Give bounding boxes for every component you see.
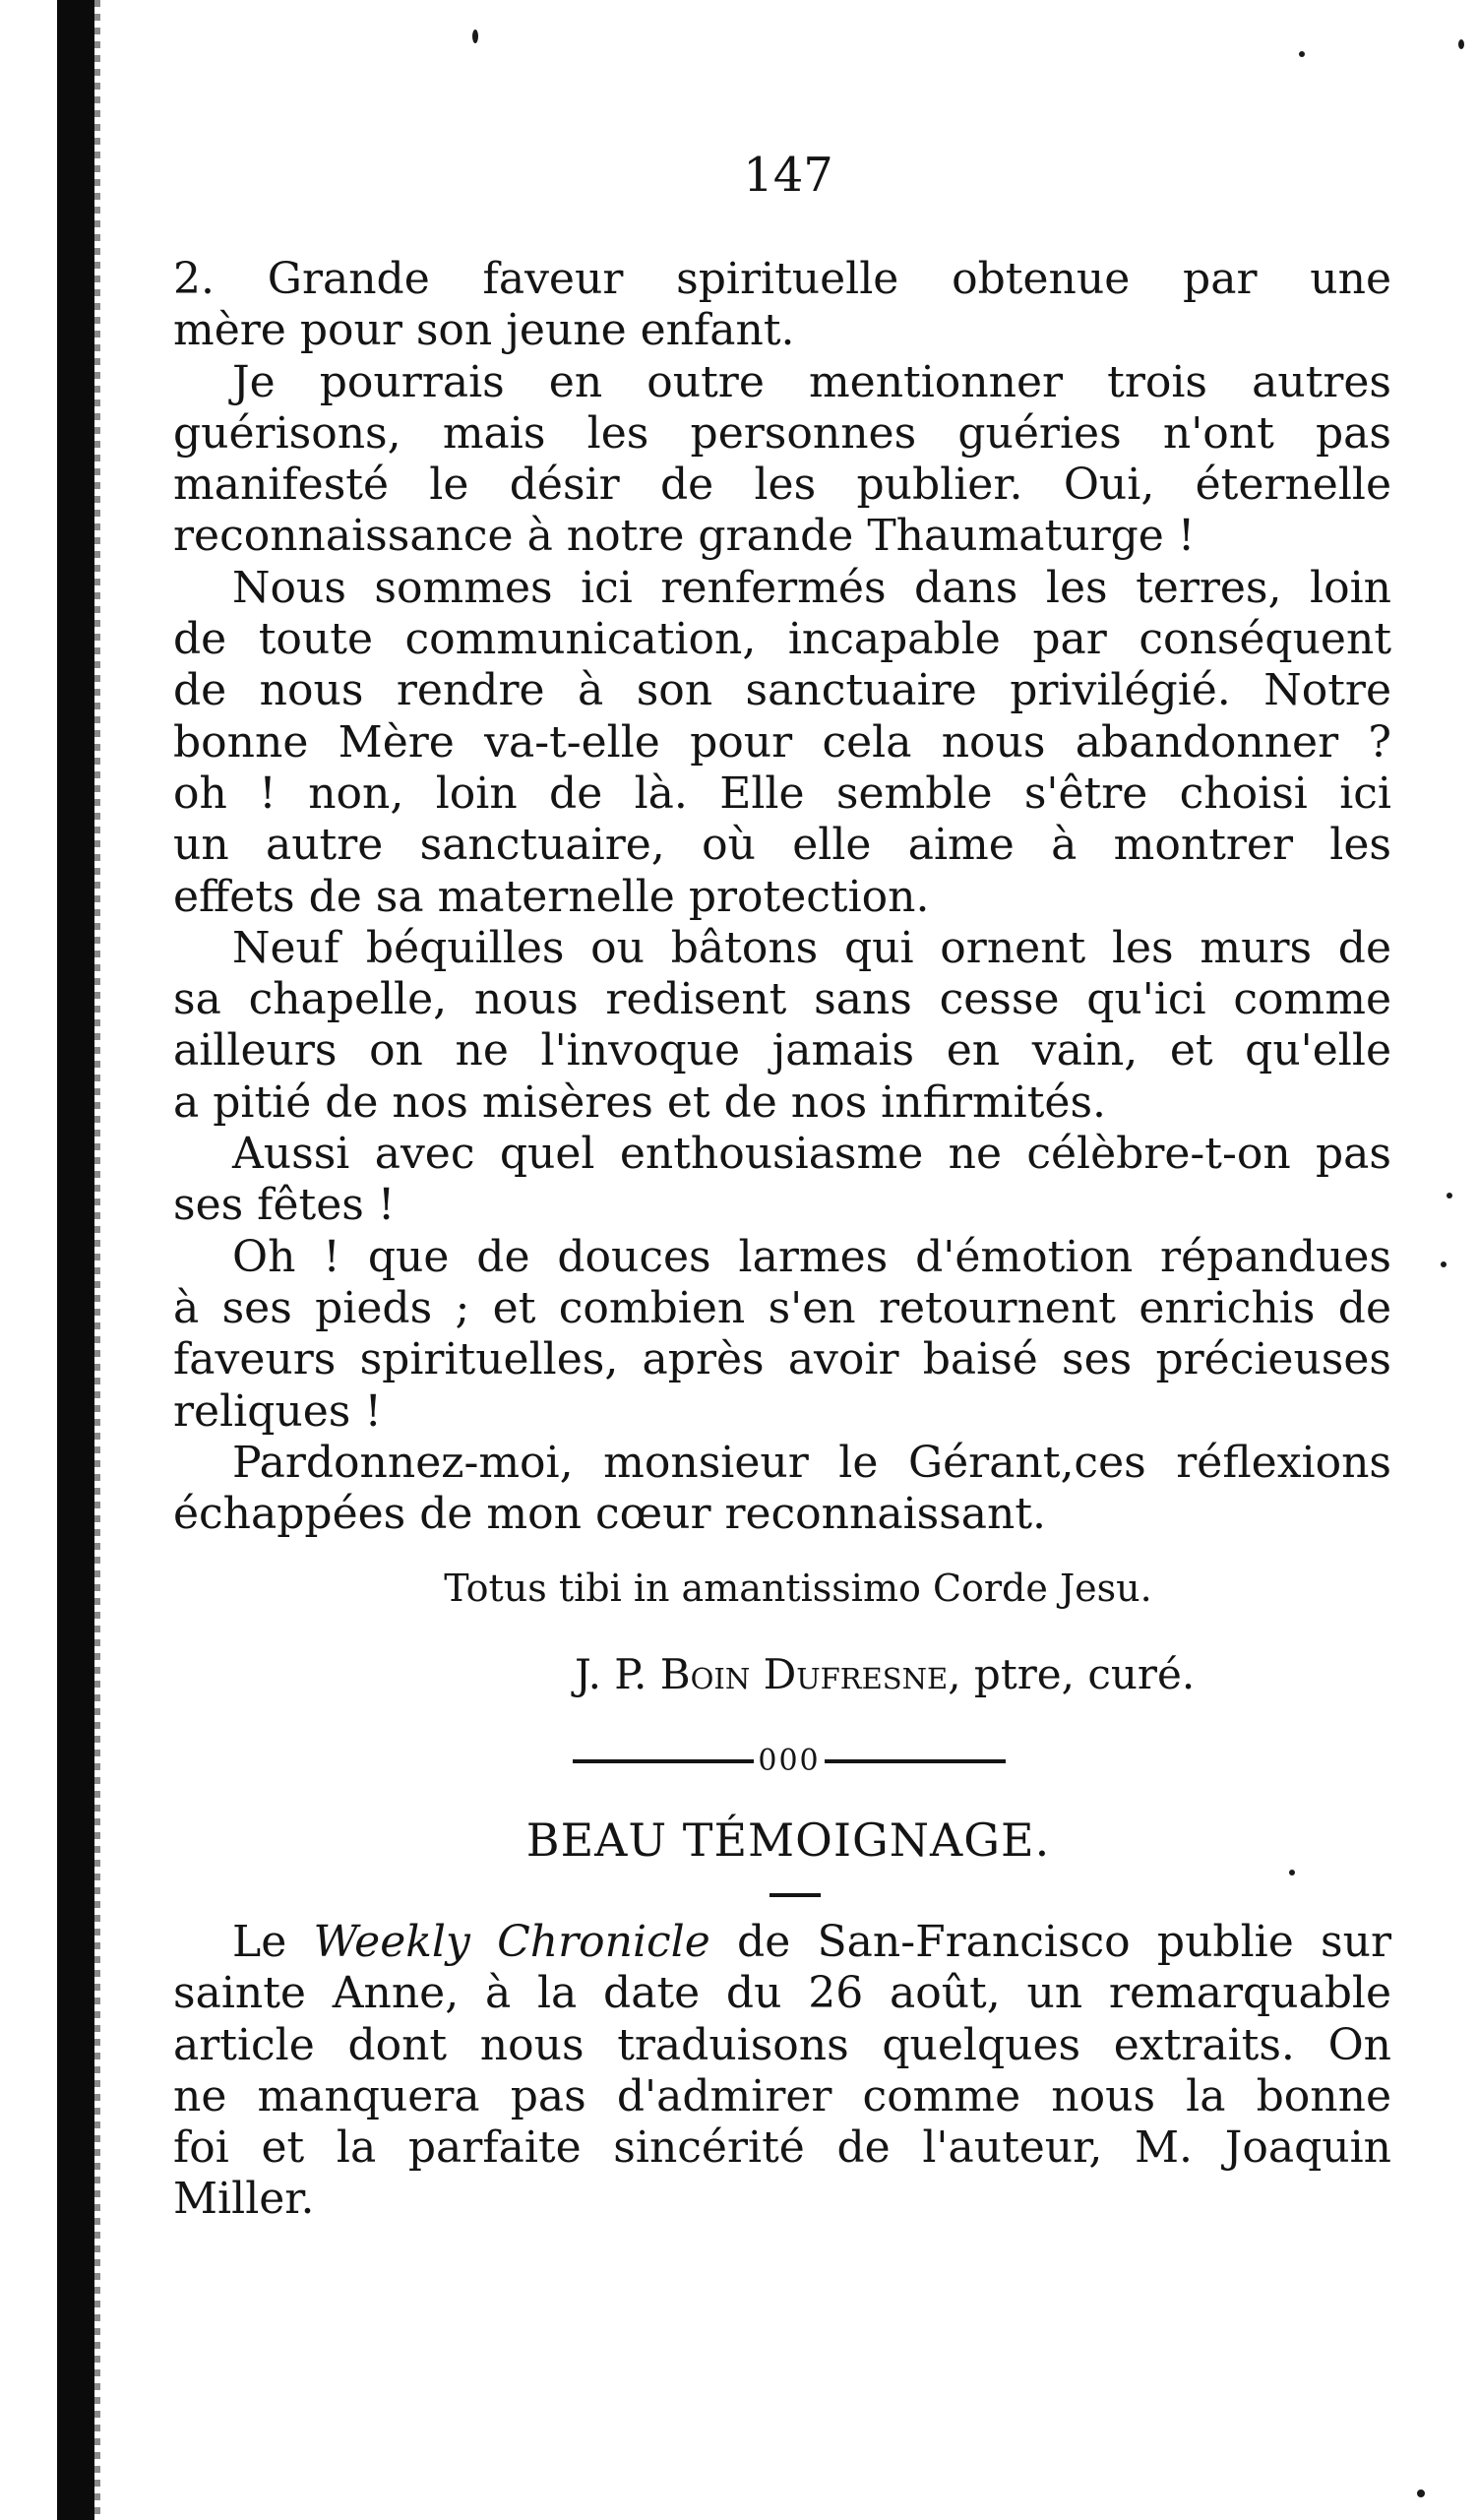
text-line: a pitié de nos misères et de nos infirmités. [173, 1076, 1107, 1128]
signature-initials: J. P. [575, 1650, 647, 1698]
text-line: échappées de mon cœur reconnaissant. [173, 1489, 1047, 1540]
page-number: 147 [743, 148, 833, 203]
latin-closing: Totus tibi in amantissimo Corde Jesu. [444, 1567, 1152, 1610]
text-line: ailleurs on ne l'invoque jamais en vain, et qu'elle [173, 1025, 1391, 1076]
text-line: ses fêtes ! [173, 1180, 396, 1231]
divider-rule-right [825, 1759, 1006, 1763]
section-divider [573, 1742, 1006, 1781]
print-speck [1299, 51, 1305, 57]
article-body [173, 1917, 1391, 2226]
text-line: effets de sa maternelle protection. [173, 871, 930, 922]
text-line: foi et la parfaite sincérité de l'auteur, M. Joaquin [173, 2122, 1391, 2174]
text-line: Oh ! que de douces larmes d'émotion répandues [232, 1231, 1391, 1282]
text-line: sa chapelle, nous redisent sans cesse qu'ici comme [173, 974, 1391, 1025]
print-speck [1289, 1870, 1295, 1875]
text-fragment: de San-Francisco publie sur [709, 1917, 1391, 1967]
text-line: article dont nous traduisons quelques extraits. On [173, 2019, 1391, 2070]
print-speck [1417, 2489, 1425, 2497]
text-line: Aussi avec quel enthousiasme ne célèbre-t-on pas [232, 1129, 1391, 1180]
print-speck [1447, 1193, 1452, 1199]
text-line: reconnaissance à notre grande Thaumaturge ! [173, 511, 1196, 562]
text-line: un autre sanctuaire, où elle aime à montrer les [173, 820, 1391, 871]
text-fragment: Le [232, 1917, 314, 1967]
signature [575, 1649, 1195, 1700]
print-speck [1441, 1261, 1447, 1267]
text-line: oh ! non, loin de là. Elle semble s'être choisi ici [173, 768, 1391, 819]
newspaper-title: Weekly Chronicle [313, 1917, 710, 1967]
binding-edge-shadow [94, 0, 100, 2520]
text-line: Pardonnez-moi, monsieur le Gérant,ces réflexions [232, 1437, 1391, 1488]
divider-rule-left [573, 1759, 754, 1763]
text-line: faveurs spirituelles, après avoir baisé ses précieuses [173, 1334, 1391, 1385]
text-line: Je pourrais en outre mentionner trois autres [232, 356, 1391, 407]
text-line: Miller. [173, 2174, 315, 2225]
text-line: ne manquera pas d'admirer comme nous la bonne [173, 2070, 1391, 2121]
text-line: de nous rendre à son sanctuaire privilégié. Notre [173, 665, 1391, 716]
text-line: 2. Grande faveur spirituelle obtenue par une [173, 254, 1391, 304]
text-line: reliques ! [173, 1385, 383, 1437]
text-line: Nous sommes ici renfermés dans les terres, loin [232, 562, 1391, 613]
text-line [173, 1917, 1391, 1968]
text-line: de toute communication, incapable par conséquent [173, 614, 1391, 665]
title-rule [770, 1893, 821, 1897]
text-line: guérisons, mais les personnes guéries n'ont pas [173, 407, 1391, 459]
text-line: mère pour son jeune enfant. [173, 305, 795, 356]
binding-edge [57, 0, 94, 2520]
signature-suffix: , ptre, curé. [948, 1650, 1196, 1698]
print-speck [472, 30, 478, 43]
text-line: Neuf béquilles ou bâtons qui ornent les murs de [232, 922, 1391, 973]
article-title: BEAU TÉMOIGNAGE. [525, 1813, 1051, 1867]
divider-ornament: 000 [758, 1744, 821, 1778]
signature-name: Boin Dufresne [659, 1650, 949, 1698]
text-line: bonne Mère va-t-elle pour cela nous abandonner ? [173, 716, 1391, 768]
text-line: manifesté le désir de les publier. Oui, éternelle [173, 460, 1391, 511]
text-line: à ses pieds ; et combien s'en retournent enrichis de [173, 1282, 1391, 1333]
print-speck [1458, 39, 1464, 49]
letter-body [173, 254, 1391, 1540]
text-line: sainte Anne, à la date du 26 août, un remarquable [173, 1968, 1391, 2019]
